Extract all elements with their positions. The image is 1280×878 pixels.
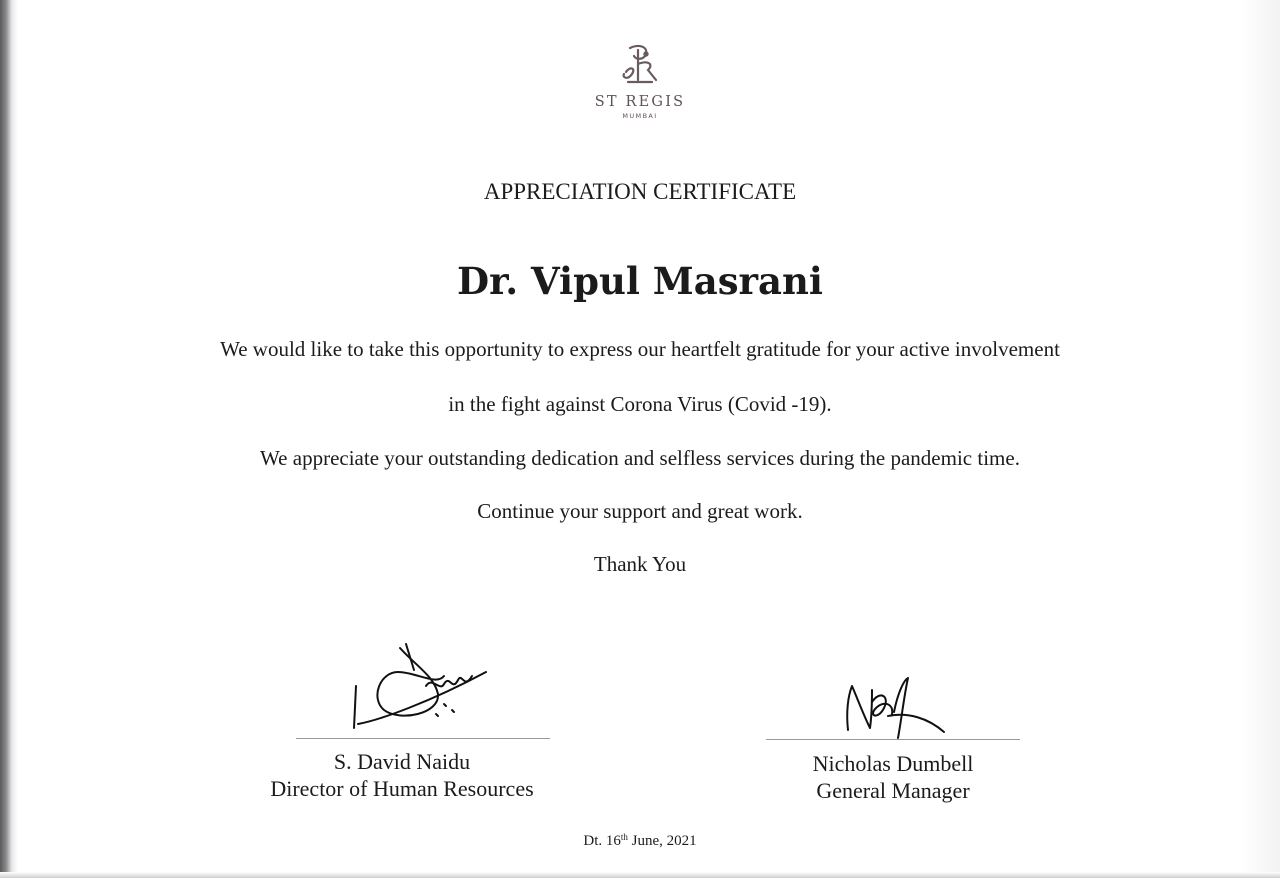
signatory-right-role: General Manager [816,778,970,803]
body-line-1: We would like to take this opportunity to express our heartfelt gratitude for your active involvement [220,337,1060,361]
signature-line-right [766,739,1020,740]
body-line-3: We appreciate your outstanding dedication and selfless services during the pandemic time. [260,446,1020,470]
signature-line-left [296,738,550,739]
thank-you-line: Thank You [593,552,687,576]
signatory-left-name: S. David Naidu [333,749,471,774]
signature-right-image [838,672,958,744]
logo-city-text: MUMBAI [622,112,658,120]
signatory-left [250,748,554,802]
signatory-right-name: Nicholas Dumbell [812,751,974,776]
date-ordinal-suffix: th [620,832,628,842]
recipient-name: Dr. Vipul Masrani [457,259,823,303]
signatory-right [740,750,1046,804]
date-prefix: Dt. 16 [583,833,621,849]
signature-left-image [340,636,500,736]
body-line-4: Continue your support and great work. [477,499,803,523]
date-rest: June, 2021 [627,833,697,849]
st-regis-monogram-icon [618,42,662,86]
body-line-2: in the fight against Corona Virus (Covid -19). [448,392,832,416]
certificate-date [0,832,1280,850]
logo-brand-text: ST REGIS [594,94,686,110]
certificate-title: APPRECIATION CERTIFICATE [483,179,797,204]
st-regis-logo [590,42,690,120]
signatory-left-role: Director of Human Resources [270,776,534,801]
